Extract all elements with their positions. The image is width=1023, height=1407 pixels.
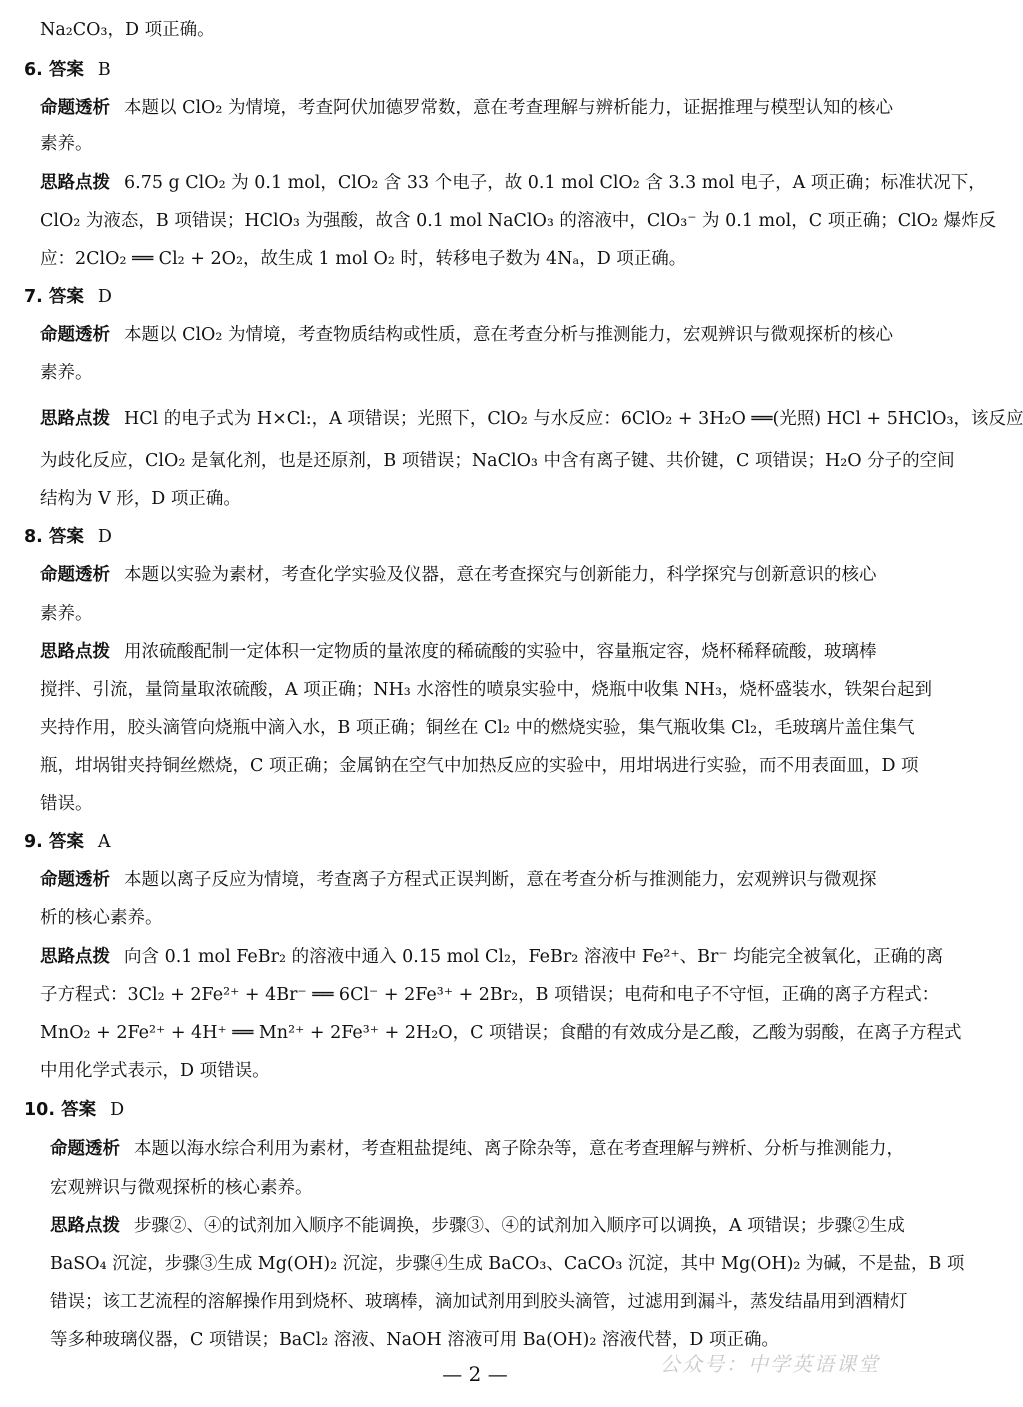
text-line: 夹持作用，胶头滴管向烧瓶中滴入水，B 项正确；铜丝在 Cl₂ 中的燃烧实验，集气瓶收集 Cl₂，毛玻璃片盖住集气 — [40, 718, 915, 738]
analysis-line: 命题透析 本题以 ClO₂ 为情境，考查物质结构或性质，意在考查分析与推测能力，宏观辨识与微观探析的核心 — [40, 325, 893, 345]
analysis-line: 命题透析 本题以实验为素材，考查化学实验及仪器，意在考查探究与创新能力，科学探究与创新意识的核心 — [40, 565, 877, 585]
text-line: 中用化学式表示，D 项错误。 — [40, 1061, 270, 1081]
text-line: 子方程式：3Cl₂ + 2Fe²⁺ + 4Br⁻ ══ 6Cl⁻ + 2Fe³⁺ + 2Br₂，B 项错误；电荷和电子不守恒，正确的离子方程式： — [40, 985, 940, 1005]
answer-line-6: 6. 答案 B — [24, 60, 111, 80]
text-line: Na₂CO₃，D 项正确。 — [40, 20, 215, 40]
answer-line-10: 10. 答案 D — [24, 1100, 125, 1120]
hint-line: 思路点拨 6.75 g ClO₂ 为 0.1 mol，ClO₂ 含 33 个电子，故 0.1 mol ClO₂ 含 3.3 mol 电子，A 项正确；标准状况下， — [40, 173, 986, 193]
analysis-line: 命题透析 本题以离子反应为情境，考查离子方程式正误判断，意在考查分析与推测能力，宏观辨识与微观探 — [40, 870, 877, 890]
text-line: 析的核心素养。 — [40, 908, 163, 928]
hint-line: 思路点拨 步骤②、④的试剂加入顺序不能调换，步骤③、④的试剂加入顺序可以调换，A 项错误；步骤②生成 — [50, 1216, 905, 1236]
text-line: 应：2ClO₂ ══ Cl₂ + 2O₂，故生成 1 mol O₂ 时，转移电子数为 4Nₐ，D 项正确。 — [40, 249, 687, 269]
text-line: 素养。 — [40, 363, 93, 383]
text-line: 搅拌、引流，量筒量取浓硫酸，A 项正确；NH₃ 水溶性的喷泉实验中，烧瓶中收集 NH₃，烧杯盛装水，铁架台起到 — [40, 680, 933, 700]
text-line: 等多种玻璃仪器，C 项错误；BaCl₂ 溶液、NaOH 溶液可用 Ba(OH)₂ 溶液代替，D 项正确。 — [50, 1330, 780, 1350]
text-line: 错误；该工艺流程的溶解操作用到烧杯、玻璃棒，滴加试剂用到胶头滴管，过滤用到漏斗，蒸发结晶用到酒精灯 — [50, 1292, 908, 1312]
hint-line: 思路点拨 HCl 的电子式为 H×Cl:，A 项错误；光照下，ClO₂ 与水反应：6ClO₂ + 3H₂O ══(光照) HCl + 5HClO₃，该反应 — [40, 409, 1023, 429]
text-line: ClO₂ 为液态，B 项错误；HClO₃ 为强酸，故含 0.1 mol NaClO₃ 的溶液中，ClO₃⁻ 为 0.1 mol，C 项正确；ClO₂ 爆炸反 — [40, 211, 997, 231]
text-line: 为歧化反应，ClO₂ 是氧化剂，也是还原剂，B 项错误；NaClO₃ 中含有离子键、共价键，C 项错误；H₂O 分子的空间 — [40, 451, 955, 471]
text-line: 错误。 — [40, 794, 93, 814]
text-line: 素养。 — [40, 134, 93, 154]
analysis-line: 命题透析 本题以海水综合利用为素材，考查粗盐提纯、离子除杂等，意在考查理解与辨析、分析与推测能力， — [50, 1139, 904, 1159]
answer-line-8: 8. 答案 D — [24, 527, 112, 547]
text-line: 结构为 V 形，D 项正确。 — [40, 489, 241, 509]
answer-line-9: 9. 答案 A — [24, 832, 111, 852]
text-line: BaSO₄ 沉淀，步骤③生成 Mg(OH)₂ 沉淀，步骤④生成 BaCO₃、CaCO₃ 沉淀，其中 Mg(OH)₂ 为碱，不是盐，B 项 — [50, 1254, 965, 1274]
analysis-line: 命题透析 本题以 ClO₂ 为情境，考查阿伏加德罗常数，意在考查理解与辨析能力，证据推理与模型认知的核心 — [40, 98, 893, 118]
hint-line: 思路点拨 向含 0.1 mol FeBr₂ 的溶液中通入 0.15 mol Cl₂，FeBr₂ 溶液中 Fe²⁺、Br⁻ 均能完全被氧化，正确的离 — [40, 947, 944, 967]
text-line: 宏观辨识与微观探析的核心素养。 — [50, 1178, 313, 1198]
page-number: — 2 — — [442, 1362, 508, 1386]
hint-line: 思路点拨 用浓硫酸配制一定体积一定物质的量浓度的稀硫酸的实验中，容量瓶定容，烧杯稀释硫酸，玻璃棒 — [40, 642, 877, 662]
text-line: 素养。 — [40, 604, 93, 624]
watermark: 公众号：中学英语课堂 — [660, 1352, 880, 1376]
text-line: 瓶，坩埚钳夹持铜丝燃烧，C 项正确；金属钠在空气中加热反应的实验中，用坩埚进行实验，而不用表面皿，D 项 — [40, 756, 919, 776]
answer-line-7: 7. 答案 D — [24, 287, 112, 307]
text-line: MnO₂ + 2Fe²⁺ + 4H⁺ ══ Mn²⁺ + 2Fe³⁺ + 2H₂O，C 项错误；食醋的有效成分是乙酸，乙酸为弱酸，在离子方程式 — [40, 1023, 962, 1043]
